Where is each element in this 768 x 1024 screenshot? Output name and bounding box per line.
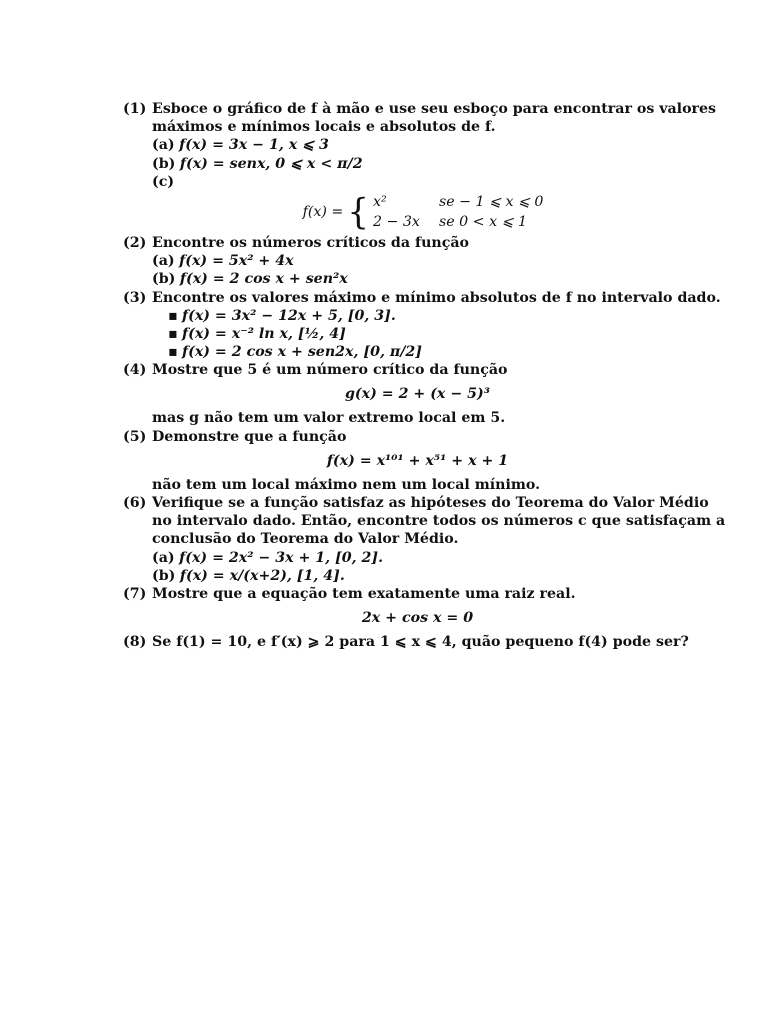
bullet-formula: f(x) = 2 cos x + sen2x, [0, π/2] — [182, 344, 422, 361]
bullet-formula: f(x) = x⁻² ln x, [½, 4] — [182, 325, 346, 342]
item-label: (a) — [152, 549, 175, 566]
case-expression: 2 − 3x — [372, 213, 420, 230]
display-equation: f(x) = x¹⁰¹ + x⁵¹ + x + 1 — [326, 452, 509, 469]
item-label: (c) — [152, 173, 175, 190]
piecewise-function — [123, 192, 683, 232]
question-text: Demonstre que a função — [152, 428, 347, 445]
item-formula: f(x) = 2 cos x + sen²x — [179, 271, 348, 288]
question-text: mas g não tem um valor extremo local em 5. — [152, 410, 506, 427]
question-number: (1) — [123, 101, 147, 117]
item-label: (b) — [152, 271, 176, 288]
bullet-icon: ▪ — [168, 307, 178, 324]
item-label: (a) — [152, 253, 175, 270]
question-text: no intervalo dado. Então, encontre todos os números c que satisfaçam a — [152, 513, 726, 530]
item-label: (a) — [152, 137, 175, 154]
question-text: Encontre os números críticos da função — [152, 234, 470, 251]
question-number: (6) — [123, 495, 147, 511]
question-1 — [123, 100, 717, 233]
item-formula: f(x) = 3x − 1, x ⩽ 3 — [179, 137, 329, 154]
case-condition: se − 1 ⩽ x ⩽ 0 — [438, 193, 544, 210]
question-4 — [123, 361, 683, 427]
item-formula: f(x) = x/(x+2), [1, 4]. — [179, 567, 345, 584]
case-condition: se 0 < x ⩽ 1 — [438, 213, 528, 230]
bullet-icon: ▪ — [168, 325, 178, 342]
question-7 — [123, 585, 683, 633]
question-number: (3) — [123, 289, 147, 306]
question-3 — [123, 289, 721, 362]
piecewise-cases — [373, 193, 543, 231]
brace-icon: { — [347, 190, 369, 233]
question-2 — [123, 234, 683, 289]
question-text: Mostre que a equação tem exatamente uma raiz real. — [152, 585, 576, 602]
question-number: (8) — [123, 634, 147, 651]
display-equation: 2x + cos x = 0 — [361, 610, 474, 627]
bullet-formula: f(x) = 3x² − 12x + 5, [0, 3]. — [182, 307, 396, 324]
question-text: Encontre os valores máximo e mínimo absolutos de f no intervalo dado. — [152, 289, 721, 306]
item-label: (b) — [152, 155, 176, 172]
case-expression: x² — [372, 193, 387, 210]
display-equation: g(x) = 2 + (x − 5)³ — [345, 386, 490, 403]
question-text: Verifique se a função satisfaz as hipóteses do Teorema do Valor Médio — [152, 495, 709, 511]
question-number: (7) — [123, 585, 147, 602]
question-text: máximos e mínimos locais e absolutos de f. — [152, 119, 496, 136]
item-formula: f(x) = 2x² − 3x + 1, [0, 2]. — [179, 549, 384, 566]
question-text: conclusão do Teorema do Valor Médio. — [152, 531, 459, 548]
item-formula: f(x) = senx, 0 ⩽ x < π/2 — [179, 155, 363, 172]
question-8 — [123, 633, 689, 651]
question-text: não tem um local máximo nem um local mínimo. — [152, 476, 541, 493]
question-number: (4) — [123, 362, 147, 379]
question-text: Esboce o gráfico de f à mão e use seu esboço para encontrar os valores — [152, 101, 717, 117]
question-5 — [123, 428, 683, 494]
question-6 — [123, 494, 726, 585]
piecewise-lhs: f(x) = — [302, 203, 344, 220]
question-text: Se f(1) = 10, e f′(x) ⩾ 2 para 1 ⩽ x ⩽ 4, quão pequeno f(4) pode ser? — [152, 634, 689, 651]
bullet-icon: ▪ — [168, 344, 178, 361]
item-formula: f(x) = 5x² + 4x — [179, 253, 294, 270]
item-label: (b) — [152, 567, 176, 584]
question-number: (5) — [123, 428, 147, 445]
exercise-sheet — [123, 100, 726, 651]
question-text: Mostre que 5 é um número crítico da função — [152, 362, 508, 379]
question-number: (2) — [123, 234, 147, 251]
